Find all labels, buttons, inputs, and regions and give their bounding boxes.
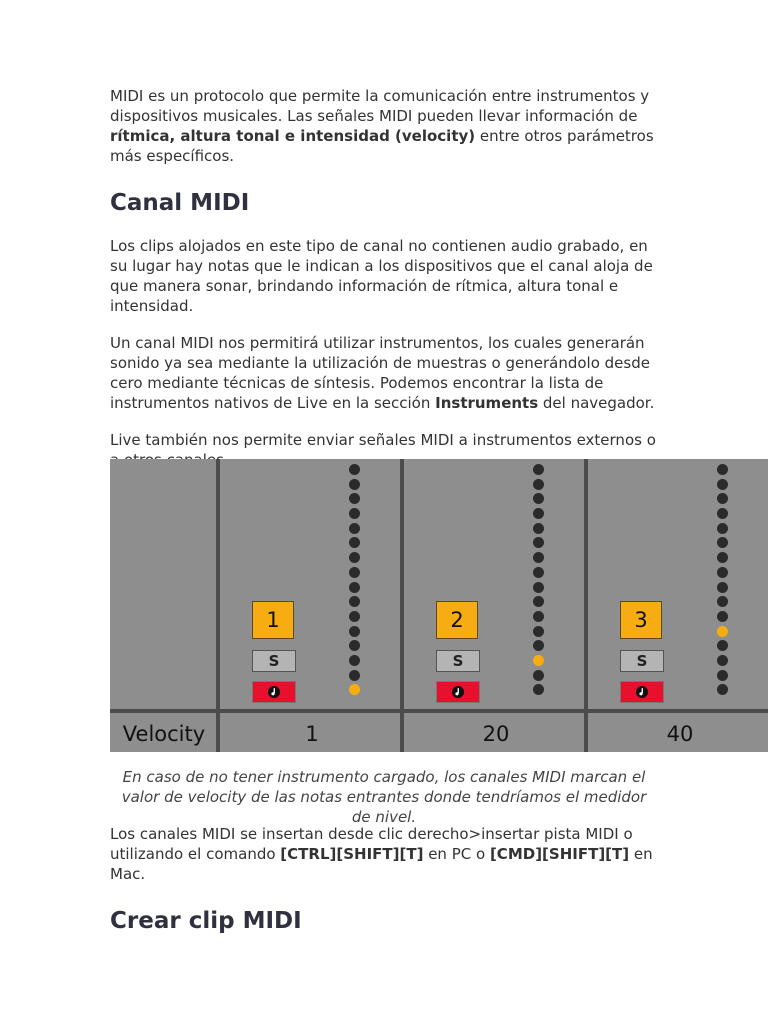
meter-dot (533, 626, 544, 637)
note-icon (451, 685, 465, 699)
meter-dot (349, 655, 360, 666)
track-number-button[interactable]: 3 (620, 601, 662, 639)
meter-dot (533, 567, 544, 578)
velocity-meter (533, 464, 545, 699)
velocity-meter (349, 464, 361, 699)
meter-dot (717, 493, 728, 504)
meter-dot (717, 626, 728, 637)
meter-dot (533, 655, 544, 666)
note-icon (635, 685, 649, 699)
meter-dot (349, 626, 360, 637)
meter-dot (533, 640, 544, 651)
intro-bold-text: rítmica, altura tonal e intensidad (velocity) (110, 127, 476, 145)
meter-dot (533, 464, 544, 475)
meter-dot (533, 582, 544, 593)
meter-dot (717, 670, 728, 681)
meter-dot (349, 611, 360, 622)
track-number-button[interactable]: 1 (252, 601, 294, 639)
meter-dot (717, 508, 728, 519)
meter-dot (717, 611, 728, 622)
velocity-value: 1 (305, 721, 319, 746)
record-arm-button[interactable] (620, 681, 664, 703)
meter-dot (349, 479, 360, 490)
meter-dot (349, 508, 360, 519)
meter-dot (533, 670, 544, 681)
note-icon (267, 685, 281, 699)
meter-dot (717, 479, 728, 490)
velocity-value: 20 (482, 721, 510, 746)
heading-canal-midi: Canal MIDI (110, 190, 250, 216)
meter-dot (349, 670, 360, 681)
meter-dot (349, 567, 360, 578)
midi-channels-figure (110, 459, 768, 752)
velocity-meter (717, 464, 729, 699)
meter-dot (533, 537, 544, 548)
instruments-bold-text: Instruments (435, 394, 539, 412)
paragraph-instrumentos: Un canal MIDI nos permitirá utilizar instrumentos, los cuales generarán sonido ya sea mediante la utilización de muestras o generándolo desde cero mediante técnicas de síntesis. Podemos encontrar la lista de instrumentos nativos de Live en la sección Instruments del navegador. (110, 334, 655, 412)
paragraph-clips: Los clips alojados en este tipo de canal no contienen audio grabado, en su lugar hay notas que le indican a los dispositivos que el canal aloja de que manera sonar, brindando información de rítmica, altura tonal e intensidad. (110, 237, 653, 315)
meter-dot (717, 655, 728, 666)
meter-dot (349, 523, 360, 534)
shortcut-mac: [CMD][SHIFT][T] (489, 845, 630, 863)
record-arm-button[interactable] (436, 681, 480, 703)
meter-dot (717, 464, 728, 475)
meter-dot (717, 596, 728, 607)
meter-dot (717, 552, 728, 563)
meter-dot (717, 684, 728, 695)
meter-dot (533, 552, 544, 563)
shortcut-pc: [CTRL][SHIFT][T] (280, 845, 424, 863)
meter-dot (533, 523, 544, 534)
meter-dot (717, 582, 728, 593)
record-arm-button[interactable] (252, 681, 296, 703)
meter-dot (717, 640, 728, 651)
meter-dot (533, 508, 544, 519)
meter-dot (533, 493, 544, 504)
meter-dot (349, 552, 360, 563)
meter-dot (349, 684, 360, 695)
solo-button[interactable]: S (436, 650, 480, 672)
paragraph-enviar: Live también nos permite enviar señales MIDI a instrumentos externos o (110, 431, 656, 449)
paragraph-insertar: Los canales MIDI se insertan desde clic derecho>insertar pista MIDI o utilizando el comando [CTRL][SHIFT][T] en PC o [CMD][SHIFT][T] en Mac. (110, 825, 653, 883)
track-number-button[interactable]: 2 (436, 601, 478, 639)
meter-dot (349, 596, 360, 607)
meter-dot (349, 493, 360, 504)
article-body-continued (110, 824, 658, 936)
meter-dot (349, 464, 360, 475)
intro-paragraph: MIDI es un protocolo que permite la comunicación entre instrumentos y dispositivos musicales. Las señales MIDI pueden llevar información de rítmica, altura tonal e intensidad (velocity) entre otros parámetros más específicos. (110, 87, 654, 165)
meter-dot (349, 537, 360, 548)
meter-dot (717, 537, 728, 548)
meter-dot (349, 640, 360, 651)
velocity-row-label: Velocity (122, 721, 206, 746)
article-body (110, 86, 658, 470)
row-divider (110, 709, 768, 713)
figure-caption: En caso de no tener instrumento cargado, los canales MIDI marcan el valor de velocity de las notas entrantes donde tendríamos el medidor de nivel. (121, 768, 647, 826)
meter-dot (533, 479, 544, 490)
solo-button[interactable]: S (252, 650, 296, 672)
meter-dot (717, 523, 728, 534)
velocity-value: 40 (666, 721, 694, 746)
heading-crear-clip-midi: Crear clip MIDI (110, 908, 302, 934)
meter-dot (717, 567, 728, 578)
meter-dot (533, 596, 544, 607)
meter-dot (533, 684, 544, 695)
meter-dot (533, 611, 544, 622)
solo-button[interactable]: S (620, 650, 664, 672)
meter-dot (349, 582, 360, 593)
